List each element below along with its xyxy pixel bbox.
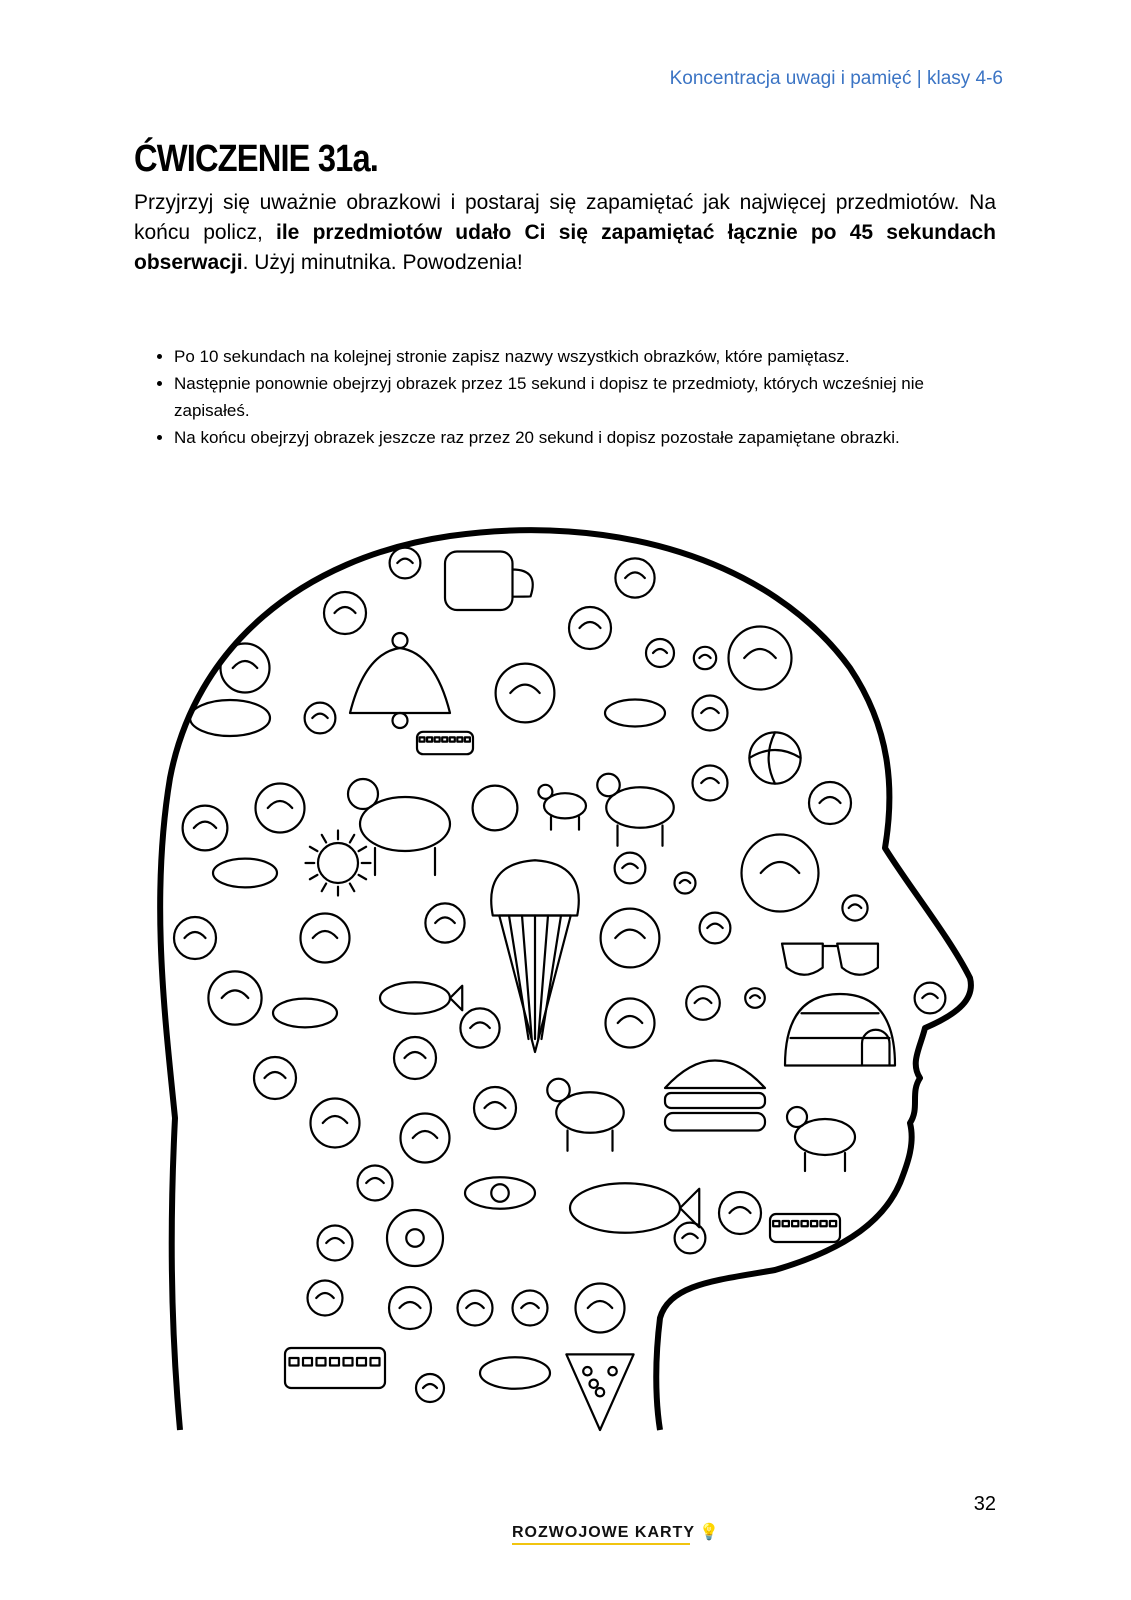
intro-text-bold: ile przedmiotów udało Ci się zapamiętać łącznie po 45 sekundach obserwacji bbox=[134, 221, 997, 274]
avocado-icon bbox=[465, 1177, 535, 1209]
page-number: 32 bbox=[973, 1493, 996, 1515]
guitar-icon bbox=[686, 986, 720, 1020]
flip-flops-icon bbox=[576, 1284, 625, 1333]
keyboard-icon bbox=[285, 1348, 385, 1388]
ice-cream-icon bbox=[491, 860, 579, 1052]
sun-icon bbox=[306, 831, 371, 896]
whistle-icon bbox=[358, 1166, 393, 1201]
laptop-icon bbox=[770, 1214, 840, 1242]
donut-icon bbox=[387, 1210, 443, 1266]
ship-icon bbox=[601, 909, 660, 968]
bell-icon bbox=[350, 633, 450, 728]
sock-icon bbox=[183, 806, 228, 851]
sunglasses-icon bbox=[782, 944, 878, 975]
exercise-intro bbox=[134, 188, 996, 278]
feather-icon bbox=[305, 703, 336, 734]
pineapple-icon bbox=[474, 1087, 516, 1129]
watch-icon bbox=[174, 917, 216, 959]
header-subject: Koncentracja uwagi i pamięć | klasy 4-6 bbox=[669, 68, 1003, 89]
comb-icon bbox=[458, 1291, 493, 1326]
duck-icon bbox=[719, 1192, 761, 1234]
exercise-title: ĆWICZENIE 31a. bbox=[134, 138, 379, 180]
head-outline bbox=[160, 530, 971, 1430]
crocodile-icon bbox=[190, 700, 270, 736]
sailboat-icon bbox=[606, 999, 655, 1048]
lego-bricks-icon bbox=[417, 732, 473, 754]
pear-icon bbox=[324, 592, 366, 634]
walrus-icon bbox=[597, 774, 674, 846]
top-hat-icon bbox=[675, 873, 696, 894]
brand-underline bbox=[512, 1543, 690, 1545]
teddy-bear-icon bbox=[787, 1107, 855, 1171]
snowman-icon bbox=[311, 1099, 360, 1148]
tractor-icon bbox=[496, 664, 555, 723]
hot-dog-icon bbox=[273, 999, 337, 1028]
scissors-icon bbox=[208, 971, 261, 1024]
igloo-icon bbox=[785, 994, 895, 1066]
baby-stroller-icon bbox=[425, 903, 464, 942]
house-icon bbox=[809, 782, 851, 824]
cup-icon bbox=[445, 552, 533, 611]
dolphin-icon bbox=[380, 982, 462, 1014]
intro-text-2: . Użyj minutnika. Powodzenia! bbox=[242, 251, 523, 274]
intro-text-1: Przyjrzyj się uważnie obrazkowi i postaraj się zapamiętać jak najwięcej przedmiotów. Na końcu policz, bbox=[134, 191, 996, 244]
pizza-icon bbox=[566, 1354, 633, 1430]
parrot-icon bbox=[256, 784, 305, 833]
bird-icon bbox=[390, 548, 421, 579]
bat-icon bbox=[301, 914, 350, 963]
bread-icon bbox=[480, 1357, 550, 1389]
carrot-icon bbox=[513, 1291, 548, 1326]
ball-icon bbox=[749, 732, 800, 783]
winter-hat-icon bbox=[615, 558, 654, 597]
fork-icon bbox=[729, 627, 792, 690]
ladybug-icon bbox=[318, 1226, 353, 1261]
umbrella-icon bbox=[308, 1281, 343, 1316]
slide-icon bbox=[221, 644, 270, 693]
elephant-icon bbox=[547, 1079, 624, 1151]
gloves-icon bbox=[254, 1057, 296, 1099]
candy-icon bbox=[416, 1374, 444, 1402]
brand-name: ROZWOJOWE KARTY bbox=[512, 1524, 695, 1541]
mouse-icon bbox=[460, 1008, 499, 1047]
burger-icon bbox=[665, 1061, 765, 1131]
orange-slice-icon bbox=[569, 607, 611, 649]
camel-icon bbox=[348, 779, 450, 875]
cheese-icon bbox=[213, 859, 277, 888]
instruction-step-3: • Na końcu obejrzyj obrazek jeszcze raz przez 20 sekund i dopisz pozostałe zapamiętane obrazki. bbox=[174, 424, 994, 451]
candle-icon bbox=[745, 988, 765, 1008]
trophy-icon bbox=[693, 696, 728, 731]
lightbulb-icon: 💡 bbox=[699, 1524, 720, 1541]
flower-icon bbox=[693, 766, 728, 801]
instruction-list bbox=[150, 343, 994, 451]
trousers-icon bbox=[615, 853, 646, 884]
tree-icon bbox=[700, 913, 731, 944]
giraffe-icon bbox=[538, 785, 586, 830]
kettle-icon bbox=[389, 1287, 431, 1329]
crab-icon bbox=[401, 1114, 450, 1163]
small-bird-icon bbox=[842, 895, 867, 920]
leaf-icon bbox=[915, 983, 946, 1014]
bananas-icon bbox=[742, 835, 819, 912]
mushroom-icon bbox=[675, 1223, 706, 1254]
eye-icon bbox=[694, 647, 716, 669]
brand-logo bbox=[512, 1522, 720, 1542]
grapes-icon bbox=[394, 1037, 436, 1079]
instruction-step-1: • Po 10 sekundach na kolejnej stronie zapisz nazwy wszystkich obrazków, które pamiętasz. bbox=[174, 343, 994, 370]
pillow-icon bbox=[605, 700, 665, 727]
instruction-step-2: • Następnie ponownie obejrzyj obrazek przez 15 sekund i dopisz te przedmioty, których wcześniej nie zapisałeś. bbox=[174, 370, 994, 424]
onion-icon bbox=[473, 786, 518, 831]
footprints-icon bbox=[646, 639, 674, 667]
head-illustration bbox=[150, 518, 1000, 1468]
